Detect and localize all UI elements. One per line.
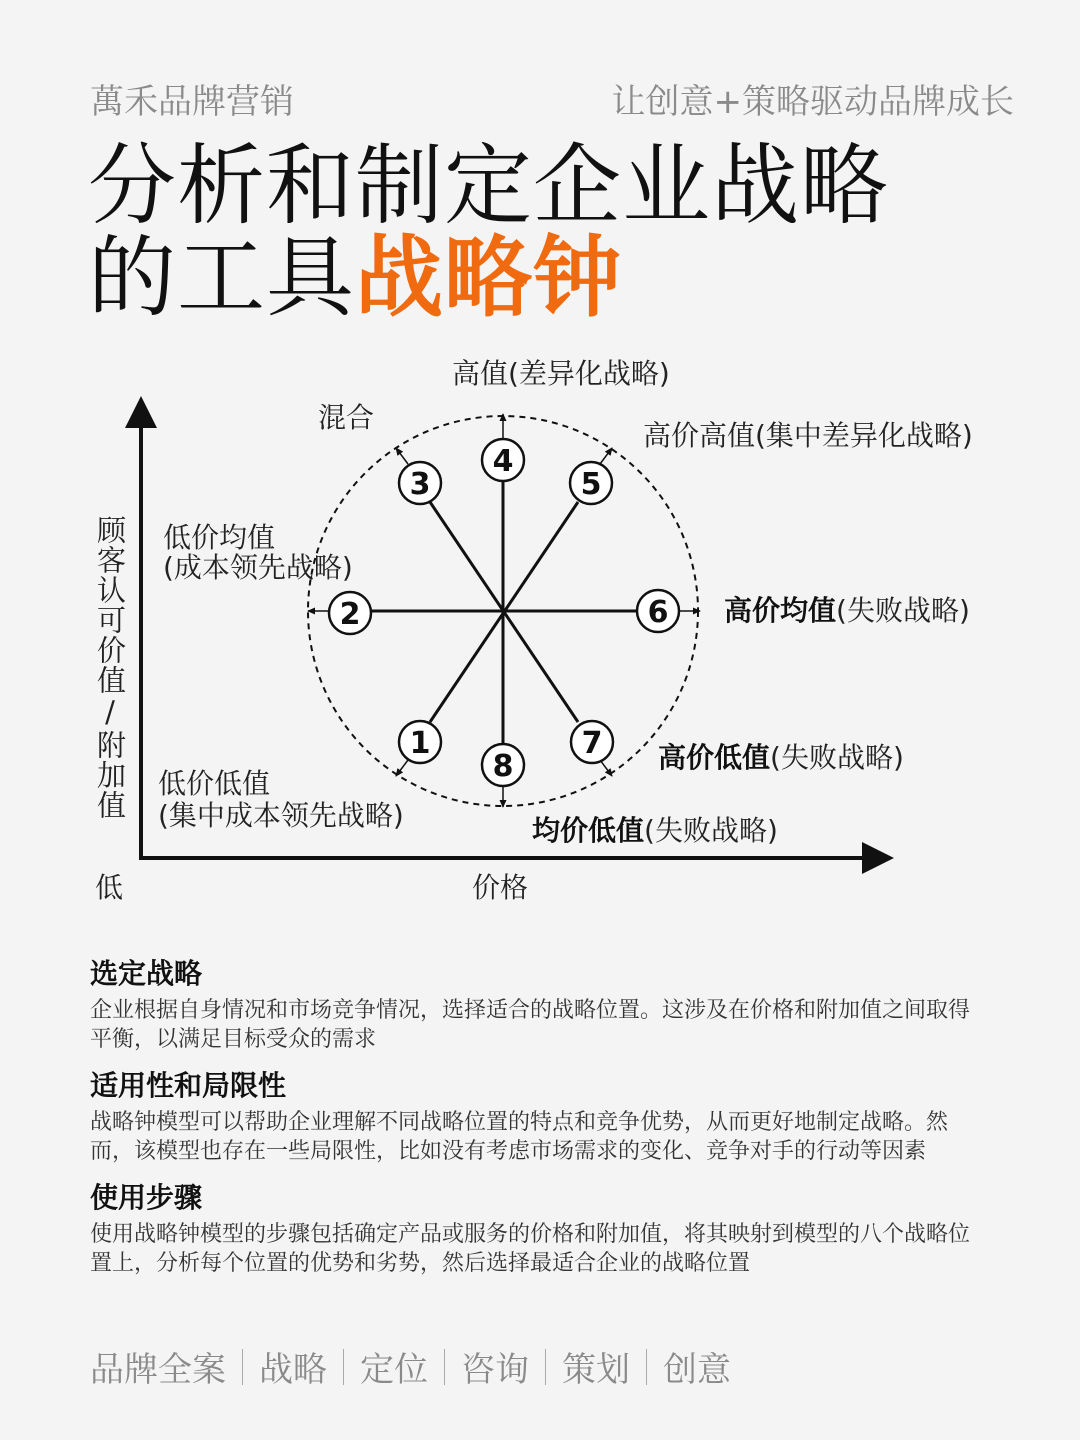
title-plain: 的工具 <box>88 226 356 329</box>
title-highlight: 战略钟 <box>355 226 623 329</box>
label-3: 混合 <box>318 401 375 434</box>
svg-text:6: 6 <box>647 595 669 630</box>
footer-tag: 定位 <box>360 1350 428 1390</box>
position-marker-5 <box>570 462 612 504</box>
footer-divider <box>545 1349 546 1385</box>
section-select-strategy <box>90 952 990 1054</box>
x-axis-label: 价格 <box>472 871 529 904</box>
section-heading: 使用步骤 <box>90 1181 203 1214</box>
section-applicability <box>90 1064 990 1166</box>
position-marker-7 <box>571 721 613 763</box>
position-marker-4 <box>482 439 524 481</box>
section-heading: 适用性和局限性 <box>90 1069 287 1102</box>
svg-text:4: 4 <box>492 444 514 479</box>
label-7: 高价低值(失败战略) <box>658 741 904 774</box>
label-1-sub: (集中成本领先战略) <box>158 799 404 832</box>
section-usage-steps <box>90 1176 990 1278</box>
section-heading: 选定战略 <box>90 957 203 990</box>
label-6: 高价均值(失败战略) <box>724 594 970 627</box>
spokes <box>371 481 636 743</box>
position-marker-6 <box>637 590 679 632</box>
footer-divider <box>343 1349 344 1385</box>
title-line-2 <box>88 226 889 329</box>
footer-tag: 咨询 <box>461 1350 529 1390</box>
label-2-sub: (成本领先战略) <box>163 551 353 584</box>
y-axis-label: 顾客认可价值/附加值 <box>93 515 127 820</box>
section-body: 使用战略钟模型的步骤包括确定产品或服务的价格和附加值，将其映射到模型的八个战略位置上，分析每个位置的优势和劣势，然后选择最适合企业的战略位置 <box>90 1222 971 1276</box>
strategy-clock-diagram <box>0 340 1080 920</box>
footer-divider <box>242 1349 243 1385</box>
svg-text:5: 5 <box>580 467 602 502</box>
description-sections <box>90 952 990 1288</box>
page-title <box>88 134 890 329</box>
arrow-1 <box>396 760 408 776</box>
svg-text:7: 7 <box>581 726 603 761</box>
arrow-3 <box>396 448 408 464</box>
position-marker-1 <box>399 721 441 763</box>
svg-text:1: 1 <box>409 726 431 761</box>
footer-tag: 创意 <box>663 1350 731 1390</box>
arrow-5 <box>600 448 612 464</box>
section-body: 企业根据自身情况和市场竞争情况，选择适合的战略位置。这涉及在价格和附加值之间取得平衡，以满足目标受众的需求 <box>90 998 971 1052</box>
footer-tags <box>90 1342 731 1391</box>
svg-text:3: 3 <box>409 467 431 502</box>
footer-divider <box>646 1349 647 1385</box>
title-line-1: 分析和制定企业战略 <box>88 134 890 237</box>
footer-tag: 品牌全案 <box>90 1350 226 1390</box>
label-2: 低价均值 <box>163 521 276 554</box>
label-5: 高价高值(集中差异化战略) <box>643 419 973 452</box>
position-marker-3 <box>399 462 441 504</box>
section-body: 战略钟模型可以帮助企业理解不同战略位置的特点和竞争优势，从而更好地制定战略。然而，该模型也存在一些局限性，比如没有考虑市场需求的变化、竞争对手的行动等因素 <box>90 1110 949 1164</box>
label-4: 高值(差异化战略) <box>452 357 670 390</box>
svg-text:8: 8 <box>492 749 514 784</box>
arrow-7 <box>600 760 612 776</box>
svg-text:2: 2 <box>339 597 361 632</box>
footer-tag: 策划 <box>562 1350 630 1390</box>
position-marker-2 <box>329 592 371 634</box>
footer-divider <box>444 1349 445 1385</box>
slogan: 让创意+策略驱动品牌成长 <box>611 82 1014 122</box>
footer-tag: 战略 <box>259 1350 327 1390</box>
label-8: 均价低值(失败战略) <box>532 814 778 847</box>
brand-name: 萬禾品牌营销 <box>90 82 294 122</box>
position-marker-8 <box>482 744 524 786</box>
label-1: 低价低值 <box>158 767 271 800</box>
origin-label: 低 <box>95 871 124 904</box>
